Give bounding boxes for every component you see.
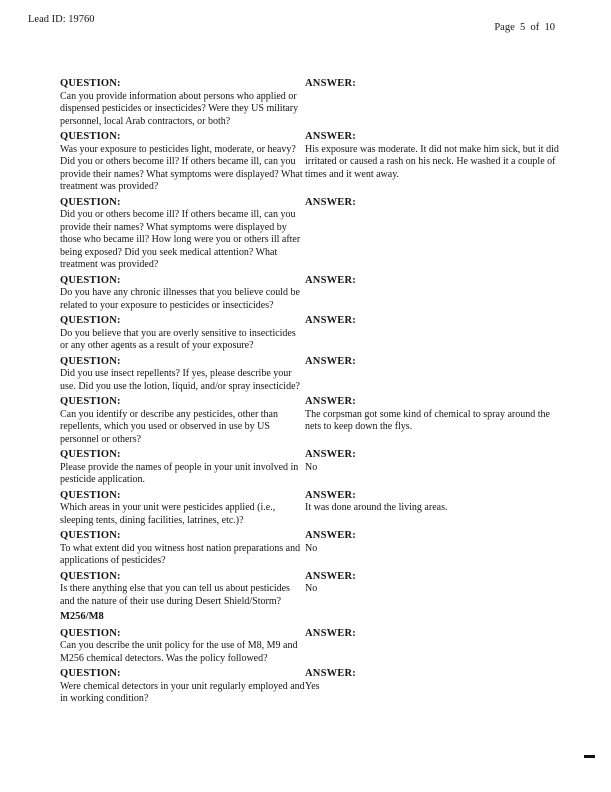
qa-row bbox=[60, 396, 583, 446]
answer-block bbox=[305, 490, 560, 515]
answer-label: ANSWER: bbox=[305, 627, 356, 639]
answer-block bbox=[305, 78, 560, 91]
question-text: Do you believe that you are overly sensitive to insecticides or any other agents as a result of your exposure? bbox=[60, 327, 296, 351]
answer-block bbox=[305, 571, 560, 596]
qa-row bbox=[60, 131, 583, 194]
answer-block bbox=[305, 197, 560, 210]
answer-block bbox=[305, 449, 560, 474]
qa-row bbox=[60, 197, 583, 272]
qa-row bbox=[60, 275, 583, 313]
answer-label: ANSWER: bbox=[305, 489, 356, 501]
question-label: QUESTION: bbox=[60, 315, 121, 326]
question-block bbox=[60, 396, 305, 446]
question-text: Can you describe the unit policy for the use of M8, M9 and M256 chemical detectors. Was the policy followed? bbox=[60, 640, 298, 664]
answer-label: ANSWER: bbox=[305, 570, 356, 582]
question-block bbox=[60, 131, 305, 194]
qa-row bbox=[60, 449, 583, 487]
answer-label: ANSWER: bbox=[305, 668, 356, 679]
answer-block bbox=[305, 356, 560, 369]
section-heading: M256/M8 bbox=[60, 611, 104, 622]
answer-text: It was done around the living areas. bbox=[305, 502, 448, 513]
question-text: Did you or others become ill? If others became ill, can you provide their names? What symptoms were displayed by those who became ill? How long were you or others ill after being exposed? Did you seek medical attention? What treatment was provided? bbox=[60, 209, 301, 270]
question-text: Is there anything else that you can tell us about pesticides and the nature of their use during Desert Shield/Storm? bbox=[60, 583, 290, 607]
question-text: Do you have any chronic illnesses that you believe could be related to your exposure to pesticides or insecticides? bbox=[60, 287, 300, 311]
question-block bbox=[60, 490, 305, 528]
question-block bbox=[60, 315, 305, 353]
question-block bbox=[60, 78, 305, 128]
question-block bbox=[60, 275, 305, 313]
question-block bbox=[60, 628, 305, 666]
question-block bbox=[60, 449, 305, 487]
answer-block bbox=[305, 275, 560, 288]
qa-row bbox=[60, 628, 583, 666]
qa-row bbox=[60, 668, 583, 706]
answer-label: ANSWER: bbox=[305, 449, 356, 460]
answer-label: ANSWER: bbox=[305, 131, 356, 142]
qa-row bbox=[60, 530, 583, 568]
question-label: QUESTION: bbox=[60, 355, 121, 367]
question-label: QUESTION: bbox=[60, 627, 121, 639]
answer-block bbox=[305, 396, 560, 434]
answer-text: Yes bbox=[305, 680, 320, 692]
answer-label: ANSWER: bbox=[305, 530, 356, 541]
answer-text: The corpsman got some kind of chemical to spray around the nets to keep down the flys. bbox=[305, 408, 550, 432]
question-label: QUESTION: bbox=[60, 570, 121, 582]
question-label: QUESTION: bbox=[60, 131, 121, 142]
page-header bbox=[28, 14, 555, 33]
question-text: Please provide the names of people in your unit involved in pesticide application. bbox=[60, 461, 299, 485]
question-block bbox=[60, 356, 305, 394]
qa-row bbox=[60, 571, 583, 609]
question-label: QUESTION: bbox=[60, 489, 121, 501]
page-number: Page 5 of 10 bbox=[494, 22, 555, 33]
question-label: QUESTION: bbox=[60, 78, 121, 89]
question-text: Can you provide information about persons who applied or dispensed pesticides or insecticides? Were they US military personnel, local Arab contractors, or both? bbox=[60, 90, 299, 127]
answer-block bbox=[305, 530, 560, 555]
question-text: Can you identify or describe any pesticides, other than repellents, which you used or observed in use by US personnel or others? bbox=[60, 408, 278, 445]
answer-label: ANSWER: bbox=[305, 315, 356, 326]
answer-label: ANSWER: bbox=[305, 355, 356, 367]
answer-text: No bbox=[305, 542, 318, 554]
answer-block bbox=[305, 668, 560, 693]
answer-block bbox=[305, 131, 560, 181]
answer-text: No bbox=[305, 461, 318, 473]
question-text: Was your exposure to pesticides light, moderate, or heavy? Did you or others become ill? If others became ill, can you provide their names? What symptoms were displayed? What treatment was provided? bbox=[60, 143, 303, 192]
question-label: QUESTION: bbox=[60, 530, 121, 541]
qa-row bbox=[60, 356, 583, 394]
question-label: QUESTION: bbox=[60, 668, 121, 679]
question-label: QUESTION: bbox=[60, 196, 121, 208]
answer-block bbox=[305, 315, 560, 328]
answer-block bbox=[305, 628, 560, 641]
answer-label: ANSWER: bbox=[305, 274, 356, 286]
answer-label: ANSWER: bbox=[305, 78, 356, 89]
answer-label: ANSWER: bbox=[305, 396, 356, 407]
lead-id: Lead ID: 19760 bbox=[28, 14, 95, 25]
question-text: Were chemical detectors in your unit regularly employed and in working condition? bbox=[60, 680, 305, 704]
question-block bbox=[60, 530, 305, 568]
question-label: QUESTION: bbox=[60, 274, 121, 286]
qa-row bbox=[60, 78, 583, 128]
question-text: Which areas in your unit were pesticides applied (i.e., sleeping tents, dining facilities, latrines, etc.)? bbox=[60, 502, 276, 526]
question-text: To what extent did you witness host nation preparations and applications of pesticides? bbox=[60, 542, 301, 566]
answer-label: ANSWER: bbox=[305, 196, 356, 208]
question-text: Did you use insect repellents? If yes, please describe your use. Did you use the lotion, liquid, and/or spray insecticide? bbox=[60, 368, 300, 392]
question-label: QUESTION: bbox=[60, 449, 121, 460]
question-label: QUESTION: bbox=[60, 396, 121, 407]
answer-text: His exposure was moderate. It did not make him sick, but it did irritated or caused a rash on his neck. He washed it a couple of times and it went away. bbox=[305, 143, 559, 180]
qa-content bbox=[60, 78, 583, 709]
scan-artifact bbox=[584, 755, 595, 758]
question-block bbox=[60, 197, 305, 272]
question-block bbox=[60, 668, 305, 706]
question-block bbox=[60, 571, 305, 609]
qa-row bbox=[60, 315, 583, 353]
answer-text: No bbox=[305, 583, 318, 594]
qa-row bbox=[60, 490, 583, 528]
